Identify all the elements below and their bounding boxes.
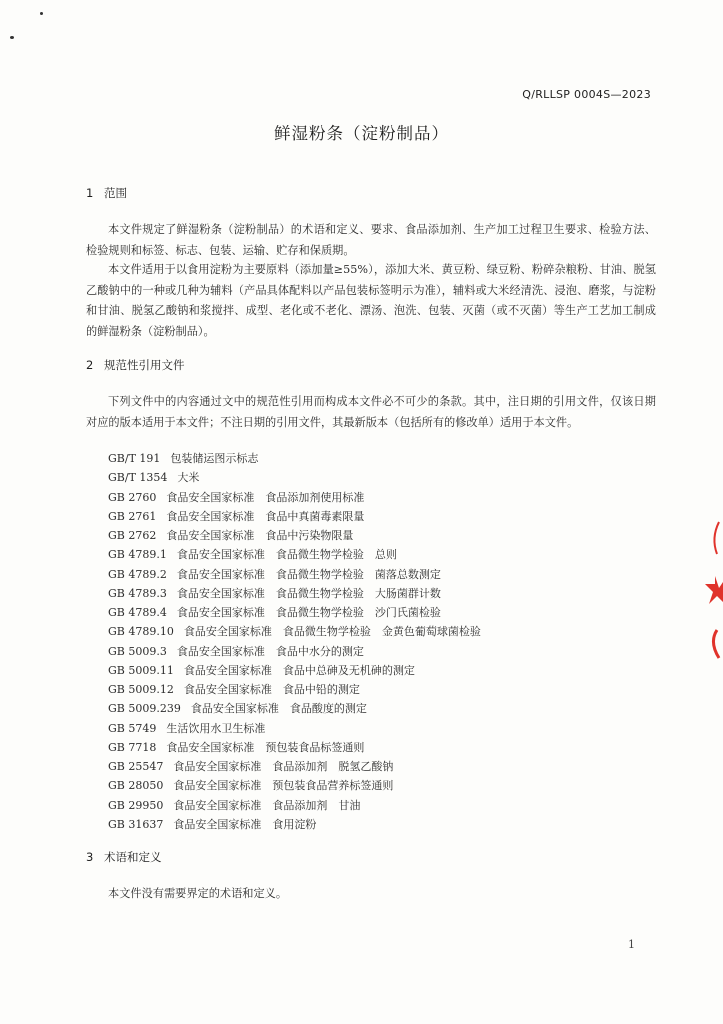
seal-arc-mark: [713, 630, 719, 658]
list-item: [108, 661, 481, 680]
seal-star-mark: [705, 576, 723, 604]
reference-title: 生活饮用水卫生标准: [166, 721, 266, 735]
list-item: [108, 757, 481, 776]
section-title: 规范性引用文件: [104, 358, 185, 372]
section-number: 3: [86, 850, 94, 864]
reference-code: GB 28050: [108, 779, 164, 793]
reference-code: GB 4789.3: [108, 586, 167, 600]
reference-title: 食品安全国家标准 食品微生物学检验 菌落总数测定: [176, 567, 441, 581]
reference-title: 食品安全国家标准 食品中真菌毒素限量: [166, 509, 365, 523]
reference-code: GB 5009.11: [108, 663, 174, 677]
list-item: [108, 815, 481, 834]
reference-code: GB/T 191: [108, 452, 161, 465]
reference-code: GB 4789.4: [108, 606, 167, 619]
list-item: [108, 622, 481, 641]
reference-code: GB 4789.10: [108, 625, 174, 639]
list-item: [108, 584, 481, 603]
reference-title: 食品安全国家标准 食品添加剂 脱氢乙酸钠: [173, 760, 394, 773]
list-item: [108, 565, 481, 584]
section-title: 术语和定义: [104, 850, 162, 864]
reference-title: 食品安全国家标准 食用淀粉: [173, 817, 317, 831]
scan-speck: [10, 36, 14, 39]
list-item: [108, 526, 481, 545]
reference-code: GB 31637: [108, 817, 164, 831]
reference-code: GB 5009.239: [108, 702, 181, 716]
reference-title: 食品安全国家标准 食品中污染物限量: [166, 529, 354, 542]
list-item: [108, 719, 481, 738]
seal-arc-mark: [714, 522, 719, 554]
reference-code: GB 4789.1: [108, 548, 167, 562]
list-item: [108, 738, 481, 757]
reference-title: 食品安全国家标准 食品添加剂 甘油: [173, 798, 361, 812]
section-heading-scope: [86, 185, 127, 201]
scan-speck: [40, 12, 43, 15]
reference-code: GB 29950: [108, 798, 164, 812]
reference-code: GB 2760: [108, 490, 157, 504]
reference-title: 食品安全国家标准 食品微生物学检验 沙门氏菌检验: [176, 606, 441, 619]
scope-paragraph: 本文件适用于以食用淀粉为主要原料（添加量≥55%），添加大米、黄豆粉、绿豆粉、粉碎杂粮粉、甘油、脱氢乙酸钠中的一种或几种为辅料（产品具体配料以产品包装标签明示为准），辅料或大米经清洗、浸泡、磨浆，与淀粉和甘油、脱氢乙酸钠和浆搅拌、成型、老化或不老化、漂汤、泡洗、包装、灭菌（或不灭菌）等生产工艺加工制成的鲜湿粉条（淀粉制品）。: [86, 263, 656, 338]
reference-title: 食品安全国家标准 食品中水分的测定: [176, 644, 364, 658]
seal-stamp-fragment: [701, 518, 723, 668]
section-number: 1: [86, 186, 94, 200]
page-number: 1: [628, 938, 635, 951]
reference-title: 包装储运图示标志: [170, 452, 259, 465]
reference-title: 食品安全国家标准 食品微生物学检验 金黄色葡萄球菌检验: [183, 625, 481, 639]
list-item: [108, 680, 481, 699]
list-item: [108, 449, 481, 468]
list-item: [108, 507, 481, 526]
reference-code: GB 5749: [108, 721, 157, 735]
reference-title: 食品安全国家标准 食品微生物学检验 总则: [176, 548, 397, 562]
list-item: [108, 488, 481, 507]
reference-code: GB 5009.3: [108, 644, 167, 658]
list-item: [108, 776, 481, 795]
document-code: Q/RLLSP 0004S—2023: [522, 88, 651, 101]
references-intro-paragraph: 下列文件中的内容通过文中的规范性引用而构成本文件必不可少的条款。其中，注日期的引用文件，仅该日期对应的版本适用于本文件；不注日期的引用文件，其最新版本（包括所有的修改单）适用于本文件。: [86, 395, 656, 429]
reference-code: GB/T 1354: [108, 471, 168, 485]
reference-title: 食品安全国家标准 食品微生物学检验 大肠菌群计数: [176, 586, 441, 600]
list-item: [108, 545, 481, 564]
reference-code: GB 2761: [108, 509, 157, 523]
section-heading-normative-references: [86, 357, 185, 373]
list-item: [108, 642, 481, 661]
reference-code: GB 5009.12: [108, 683, 174, 696]
reference-title: 食品安全国家标准 食品添加剂使用标准: [166, 490, 365, 504]
reference-title: 食品安全国家标准 食品酸度的测定: [190, 702, 367, 716]
reference-code: GB 7718: [108, 740, 157, 754]
reference-list: [108, 449, 481, 834]
section-title: 范围: [104, 186, 127, 200]
reference-title: 食品安全国家标准 食品中总砷及无机砷的测定: [183, 663, 415, 677]
reference-title: 食品安全国家标准 预包装食品营养标签通则: [173, 779, 394, 793]
section-heading-terms-definitions: [86, 849, 162, 865]
reference-title: 大米: [177, 471, 200, 485]
section-number: 2: [86, 358, 94, 372]
list-item: [108, 796, 481, 815]
reference-title: 食品安全国家标准 预包装食品标签通则: [166, 740, 365, 754]
reference-code: GB 2762: [108, 529, 157, 542]
list-item: [108, 699, 481, 718]
reference-title: 食品安全国家标准 食品中铅的测定: [183, 683, 360, 696]
list-item: [108, 603, 481, 622]
scope-paragraph: 本文件规定了鲜湿粉条（淀粉制品）的术语和定义、要求、食品添加剂、生产加工过程卫生要求、检验方法、检验规则和标签、标志、包装、运输、贮存和保质期。: [86, 223, 656, 257]
list-item: [108, 468, 481, 487]
page-title: 鲜湿粉条（淀粉制品）: [274, 124, 449, 143]
terms-paragraph: 本文件没有需要界定的术语和定义。: [108, 887, 288, 900]
reference-code: GB 25547: [108, 760, 164, 773]
reference-code: GB 4789.2: [108, 567, 167, 581]
